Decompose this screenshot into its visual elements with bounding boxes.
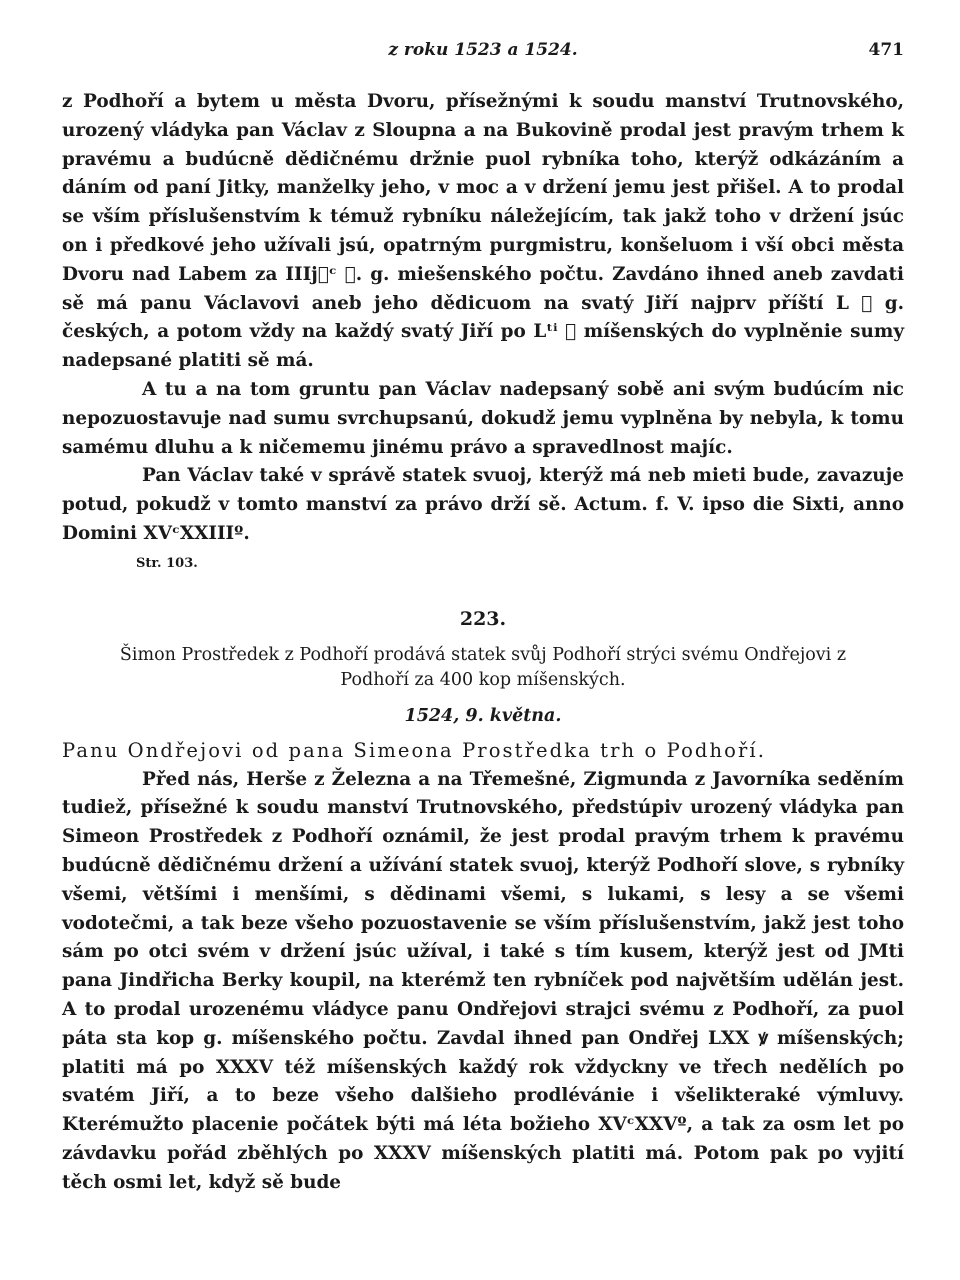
- continuation-paragraph: A tu a na tom gruntu pan Václav nadepsaný sobě ani svým budúcím nic nepozuostavuje nad sumu svrchupsanú, dokudž jemu vyplněna by nebyla, k tomu samému dluhu a k ničememu jinému právo a spravedlnost majíc.: [62, 378, 904, 458]
- page-number: 471: [868, 40, 904, 60]
- text-block: [62, 88, 904, 1198]
- page-reference: Str. 103.: [136, 555, 198, 571]
- running-title: z roku 1523 a 1524.: [388, 40, 578, 60]
- document-body: Před nás, Herše z Železna a na Třemešné, Zigmunda z Javorníka seděním tudiež, přísežné k soudu manství Trutnovského, předstúpiv urozený vládyka pan Simeon Prostředek z Podhoří oznámil, že jest prodal pravým trhem k pravému budúcně dědičnému držení a užívání statek svuoj, kterýž Podhoří slove, s rybníky všemi, většími i menšími, s dědinami všemi, s lukami, s lesy a se všemi vodotečmi, a tak beze všeho pozuostavenie se vším příslušenstvím, jakž jest toho sám po otci svém v držení jsúc užíval, i také s tím kusem, kterýž jest od JMti pana Jindřicha Berky koupil, na kterémž ten rybníček pod najvětším udělán jest. A to prodal urozenému vládyce panu Ondřejovi strajci svému z Podhoří, za puol páta sta kop g. míšenského počtu. Zavdal ihned pan Ondřej LXX ꝟ míšenských; platiti má po XXXV též míšenských každý rok vždyckny ve třech nedělích po svatém Jiří, a to beze všeho dalšieho prodlévánie i všelikteraké výmluvy. Kterémužto placenie počátek býti má léta božieho XVᶜXXVº, a tak za osm let po závdavku pořád zběhlých po XXXV míšenských platiti má. Potom pak po vyjití těch osmi let, když sě bude: [62, 768, 904, 1193]
- document-heading: Šimon Prostředek z Podhoří prodává statek svůj Podhoří strýci svému Ondřejovi z Podhoří za 400 kop míšenských.: [119, 644, 847, 690]
- document-date: 1524, 9. května.: [404, 705, 562, 726]
- document-number: 223.: [459, 607, 507, 630]
- document-title: Panu Ondřejovi od pana Simeona Prostředka trh o Podhoří.: [62, 738, 767, 762]
- continuation-paragraph: Pan Václav také v správě statek svuoj, kterýž má neb mieti bude, zavazuje potud, pokudž v tomto manství za právo drží sě. Actum. f. V. ipso die Sixti, anno Domini XVᶜXXIIIº.: [62, 465, 904, 544]
- page-header: [62, 36, 904, 66]
- continuation-paragraph: z Podhoří a bytem u města Dvoru, přísežnými k soudu manství Trutnovského, urozený vládyka pan Václav z Sloupna a na Bukovině prodal jest pravým trhem k pravému a budúcně dědičnému držnie puol rybníka toho, kterýž odkázáním a dáním od paní Jitky, manželky jeho, v moc a v držení jemu jest přišel. A to prodal se vším příslušenstvím k témuž rybníku náležejícím, tak jakž toho v držení jsúc on i předkové jeho užívali jsú, opatrným purgmistru, konšeluom i vší obci města Dvoru nad Labem za IIIj᷍ᶜ ꝟ. g. miešenského počtu. Zavdáno ihned aneb zavdati sě má panu Václavovi aneb jeho dědicuom na svatý Jiří najprv příští L ꝟ g. českých, a potom vždy na každý svatý Jiří po Lᵗⁱ ꝟ míšenských do vyplněnie sumy nadepsané platiti sě má.: [62, 91, 904, 372]
